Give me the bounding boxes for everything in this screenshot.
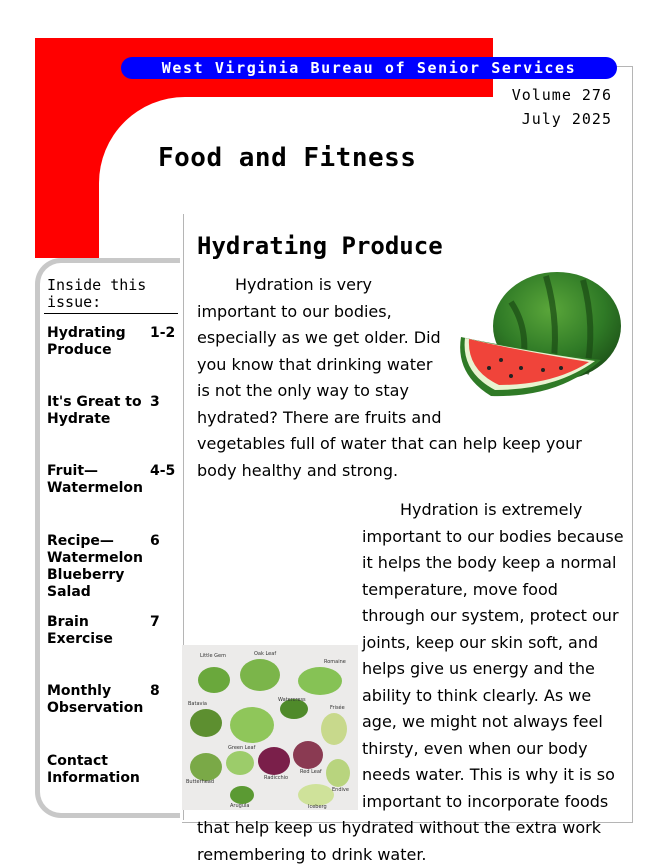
toc-item-fruit-watermelon[interactable]: Fruit—Watermelon [47, 463, 143, 496]
lettuce-varieties-image [182, 645, 358, 810]
organization-banner: West Virginia Bureau of Senior Services [121, 57, 617, 79]
lettuce-label: Romaine [324, 659, 346, 665]
toc-page: 7 [150, 614, 160, 630]
lettuce-label: Watercress [278, 697, 306, 703]
lettuce-label: Arugula [230, 803, 250, 809]
toc-item-recipe[interactable]: Recipe—Watermelon Blueberry Salad [47, 533, 143, 600]
toc-page: 1-2 [150, 325, 176, 341]
sidebar-heading: Inside this issue: [47, 276, 147, 311]
newsletter-title: Food and Fitness [158, 143, 417, 173]
lettuce-label: Butterhead [186, 779, 215, 785]
toc-item-brain-exercise[interactable]: Brain Exercise [47, 614, 113, 647]
sidebar-rule [44, 313, 178, 314]
toc-page: 6 [150, 533, 160, 549]
lettuce-label: Iceberg [308, 804, 327, 810]
toc-item-contact-information[interactable]: Contact Information [47, 753, 140, 786]
lettuce-label: Frisée [330, 705, 345, 711]
toc-page: 8 [150, 683, 160, 699]
lettuce-label: Red Leaf [300, 769, 322, 775]
lettuce-label: Radicchio [264, 775, 289, 781]
toc-item-hydrating-produce[interactable]: Hydrating Produce [47, 325, 126, 358]
issue-date: July 2025 [521, 110, 612, 128]
lettuce-label: Green Leaf [228, 745, 256, 751]
volume-number: Volume 276 [511, 86, 612, 104]
article-paragraph-1: Hydration is very important to our bodies, especially as we get older. Did you know that drinking water is not the only way to stay hydrated? There are fruits and vegetables full of water that can help keep your body healthy and strong. [197, 272, 625, 484]
toc-item-great-to-hydrate[interactable]: It's Great to Hydrate [47, 394, 142, 427]
lettuce-label: Endive [332, 787, 349, 793]
lettuce-label: Oak Leaf [254, 651, 277, 657]
toc-page: 4-5 [150, 463, 176, 479]
article-paragraph-2: Little Gem Oak Leaf Romaine Batavia Watercress Frisée Butterhead Green Leaf Red Leaf Endive Arugula Radicchio Iceberg Hydration is extremely important to our bodies because it helps the body keep a normal temperature, move food through our system, protect our joints, keep our skin soft, and helps give us energy and the ability to think clearly. As we age, we might not always feel thirsty, even when our body needs water. This is why it is so important to incorporate foods that help keep us hydrated without the extra work remembering to drink water. [197, 497, 625, 868]
toc-item-monthly-observation[interactable]: Monthly Observation [47, 683, 144, 716]
toc-page: 3 [150, 394, 160, 410]
watermelon-image [451, 272, 629, 412]
lettuce-label: Little Gem [200, 653, 226, 659]
lettuce-label: Batavia [188, 701, 207, 707]
article-title: Hydrating Produce [197, 232, 443, 260]
